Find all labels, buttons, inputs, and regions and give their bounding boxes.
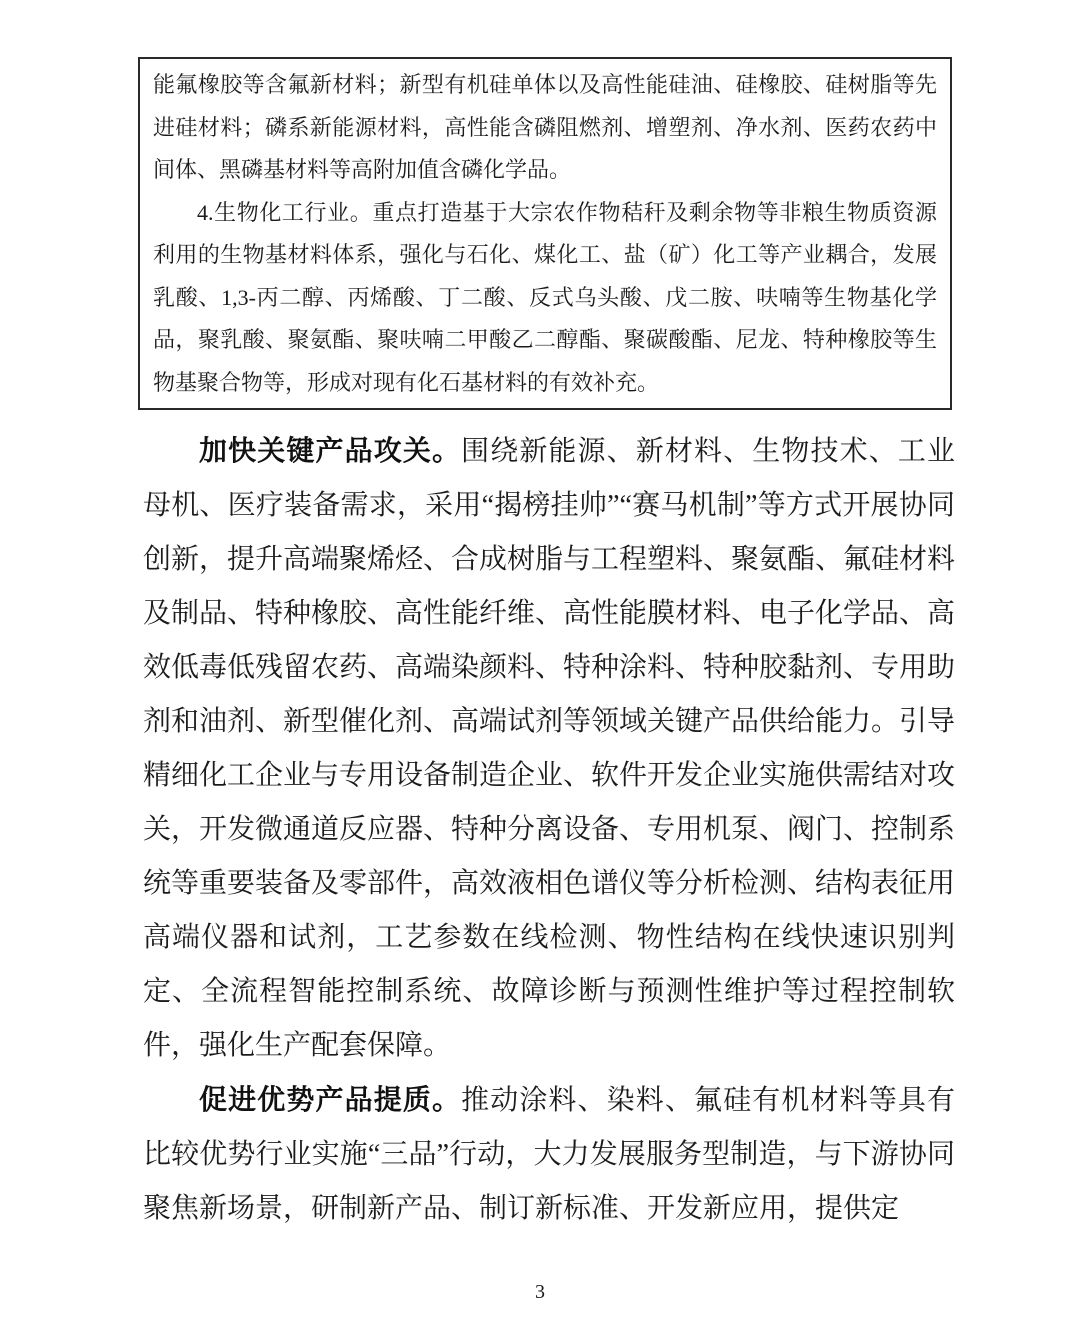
paragraph-text-advantage-products: 推动涂料、染料、氟硅有机材料等具有比较优势行业实施“三品”行动，大力发展服务型制造，与下游协同聚焦新场景，研制新产品、制订新标准、开发新应用，提供定 [143, 1085, 955, 1224]
paragraph-key-product-breakthrough [143, 424, 955, 1073]
paragraph-lead-advantage-products: 促进优势产品提质。 [199, 1084, 462, 1115]
paragraph-advantage-product-quality [143, 1073, 955, 1236]
paragraph-text-key-products: 围绕新能源、新材料、生物技术、工业母机、医疗装备需求，采用“揭榜挂帅”“赛马机制”等方式开展协同创新，提升高端聚烯烃、合成树脂与工程塑料、聚氨酯、氟硅材料及制品、特种橡胶、高性能纤维、高性能膜材料、电子化学品、高效低毒低残留农药、高端染颜料、特种涂料、特种胶黏剂、专用助剂和油剂、新型催化剂、高端试剂等领域关键产品供给能力。引导精细化工企业与专用设备制造企业、软件开发企业实施供需结对攻关，开发微通道反应器、特种分离设备、专用机泵、阀门、控制系统等重要装备及零部件，高效液相色谱仪等分析检测、结构表征用高端仪器和试剂，工艺参数在线检测、物性结构在线快速识别判定、全流程智能控制系统、故障诊断与预测性维护等过程控制软件，强化生产配套保障。 [143, 436, 956, 1061]
body-section [143, 424, 955, 1236]
boxed-section [138, 57, 952, 410]
page-number: 3 [535, 1281, 545, 1303]
paragraph-lead-key-products: 加快关键产品攻关。 [199, 435, 462, 466]
boxed-paragraph-fluorine-silicon-phosphorus: 能氟橡胶等含氟新材料；新型有机硅单体以及高性能硅油、硅橡胶、硅树脂等先进硅材料；磷系新能源材料，高性能含磷阻燃剂、增塑剂、净水剂、医药农药中间体、黑磷基材料等高附加值含磷化学品。 [153, 72, 937, 182]
boxed-paragraph-bio-chemical-industry: 4.生物化工行业。重点打造基于大宗农作物秸秆及剩余物等非粮生物质资源利用的生物基材料体系，强化与石化、煤化工、盐（矿）化工等产业耦合，发展乳酸、1,3-丙二醇、丙烯酸、丁二酸、反式乌头酸、戊二胺、呋喃等生物基化学品，聚乳酸、聚氨酯、聚呋喃二甲酸乙二醇酯、聚碳酸酯、尼龙、特种橡胶等生物基聚合物等，形成对现有化石基材料的有效补充。 [153, 199, 937, 395]
